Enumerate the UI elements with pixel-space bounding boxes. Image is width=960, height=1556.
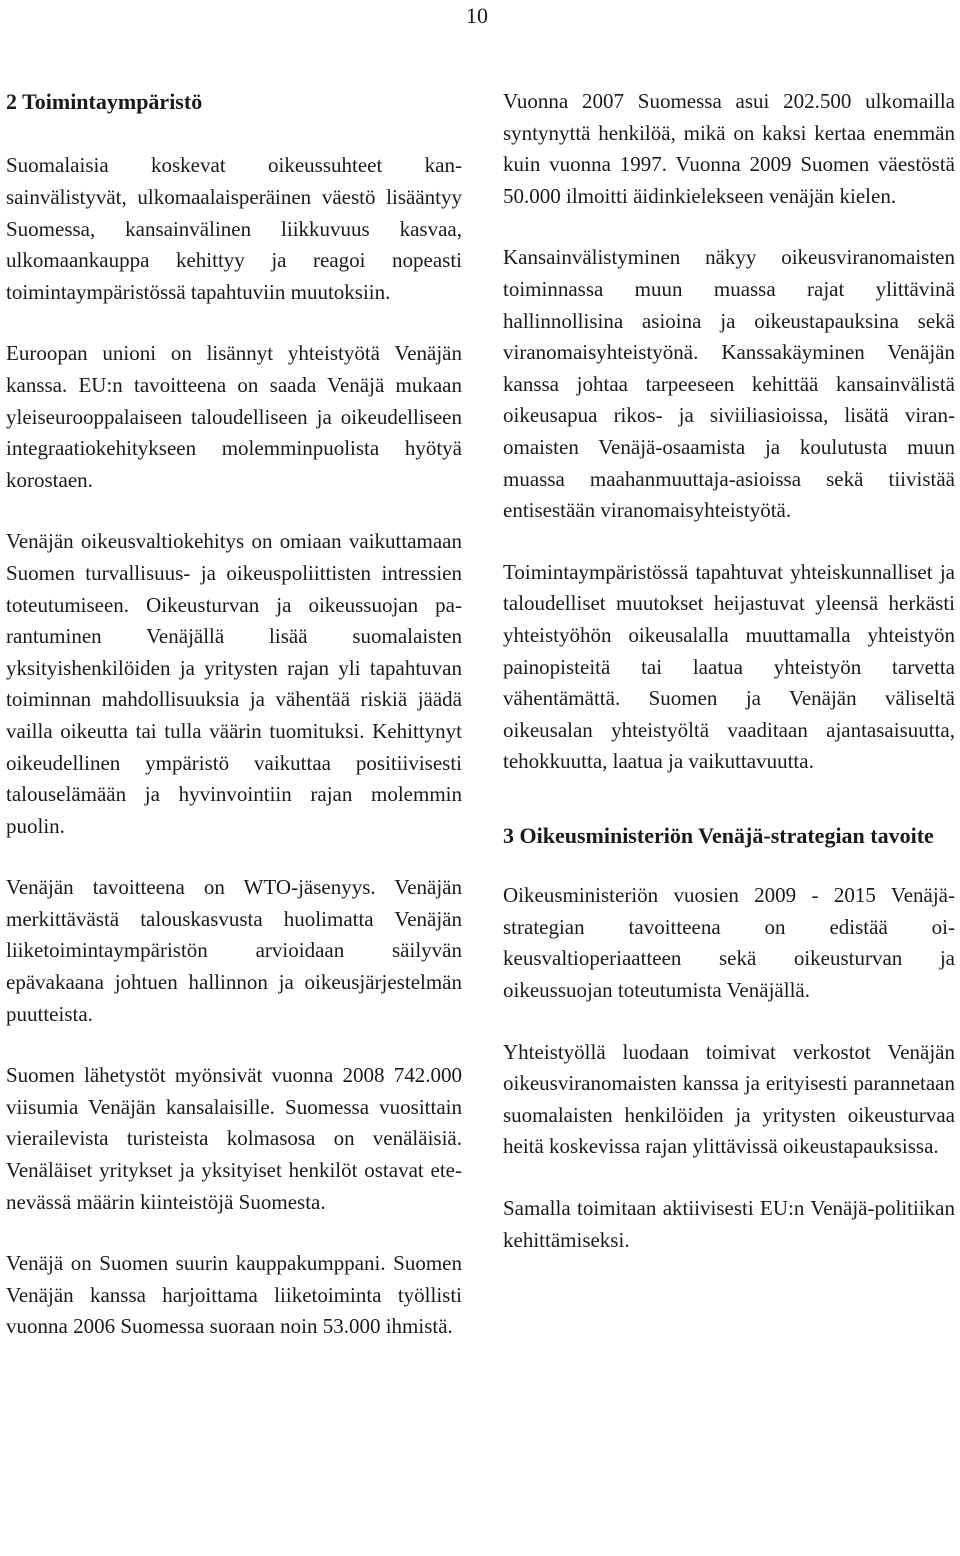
paragraph: Samalla toimitaan aktiivisesti EU:n Venäjä-politiikan kehittämiseksi. [503, 1196, 955, 1252]
paragraph: Venäjän tavoitteena on WTO-jäsenyys. Venäjän merkittävästä talouskasvusta huolimatta Venäjän liiketoimintaympäristön arvioidaan säilyvän epävakaana johtuen hallinnon ja oikeusjärjestelmän puutteista. [6, 875, 462, 1026]
paragraph: Kansainvälistyminen näkyy oikeusviranomaisten toiminnassa muun muassa rajat ylittävinä hallinnollisina asioina ja oikeustapauksina sekä viranomaisyhteistyönä. Kanssakäyminen Venäjän kanssa johtaa tarpeeseen kehittää kansainvälistä oikeusapua rikos- ja siviiliasioissa, lisätä viranomaisten Venäjä-osaamista ja koulutusta muun muassa maahanmuuttaja-asioissa sekä tiivistää entisestään viranomaisyhteistyötä. [503, 245, 955, 523]
left-column [6, 86, 462, 1373]
paragraph: Venäjän oikeusvaltiokehitys on omiaan vaikuttamaan Suomen turvallisuus- ja oikeuspoliittisten intressien toteutumiseen. Oikeusturvan ja oikeussuojan parantuminen Venäjällä lisää suomalaisten yksityishenkilöiden ja yritysten rajan yli tapahtuvan toiminnan mahdollisuuksia ja vähentää riskiä jäädä vailla oikeutta tai tulla väärin tuomituksi. Kehittynyt oikeudellinen ympäristö vaikuttaa positiivisesti talouselämään ja hyvinvointiin rajan molemmin puolin. [6, 529, 462, 838]
paragraph: Suomalaisia koskevat oikeussuhteet kansainvälistyvät, ulkomaalaisperäinen väestö lisääntyy Suomessa, kansainvälinen liikkuvuus kasvaa, ulkomaankauppa kehittyy ja reagoi nopeasti toimintaympäristössä tapahtuviin muutoksiin. [6, 153, 462, 304]
paragraph: Toimintaympäristössä tapahtuvat yhteiskunnalliset ja taloudelliset muutokset heijastuvat yleensä herkästi yhteistyöhön oikeusalalla muuttamalla yhteistyön painopisteitä tai laatua yhteistyön tarvetta vähentämättä. Suomen ja Venäjän väliseltä oikeusalan yhteistyöltä vaaditaan ajantasaisuutta, tehokkuutta, laatua ja vaikuttavuutta. [503, 559, 955, 774]
paragraph: Suomen lähetystöt myönsivät vuonna 2008 742.000 viisumia Venäjän kansalaisille. Suomessa vuosittain vierailevista turisteista kolmasosa on venäläisiä. Venäläiset yritykset ja yksityiset henkilöt ostavat etenevässä määrin kiinteistöjä Suomesta. [6, 1063, 462, 1214]
paragraph: Venäjä on Suomen suurin kauppakumppani. Suomen Venäjän kanssa harjoittama liiketoiminta työllisti vuonna 2006 Suomessa suoraan noin 53.000 ihmistä. [6, 1251, 462, 1339]
section-2-heading: 2 Toimintaympäristö [6, 89, 203, 114]
paragraph: Vuonna 2007 Suomessa asui 202.500 ulkomailla syntynyttä henkilöä, mikä on kaksi kertaa enemmän kuin vuonna 1997. Vuonna 2009 Suomen väestöstä 50.000 ilmoitti äidinkielekseen venäjän kielen. [503, 89, 955, 208]
paragraph: Euroopan unioni on lisännyt yhteistyötä Venäjän kanssa. EU:n tavoitteena on saada Venäjä mukaan yleiseurooppalaiseen taloudelliseen ja oikeudelliseen integraatiokehitykseen molemminpuolista hyötyä korostaen. [6, 341, 462, 492]
paragraph: Yhteistyöllä luodaan toimivat verkostot Venäjän oikeusviranomaisten kanssa ja erityisesti parannetaan suomalaisten henkilöiden ja yritysten oikeusturvaa heitä koskevissa rajan ylittävissä oikeustapauksissa. [503, 1039, 955, 1159]
section-3-heading: 3 Oikeusministeriön Venäjä-strategian tavoite [503, 822, 934, 848]
paragraph: Oikeusministeriön vuosien 2009 - 2015 Venäjä-strategian tavoitteena on edistää oikeusvaltioperiaatteen sekä oikeusturvan ja oikeussuojan toteutumista Venäjällä. [503, 883, 955, 1003]
page-number: 10 [466, 3, 488, 28]
right-column [503, 86, 955, 1286]
